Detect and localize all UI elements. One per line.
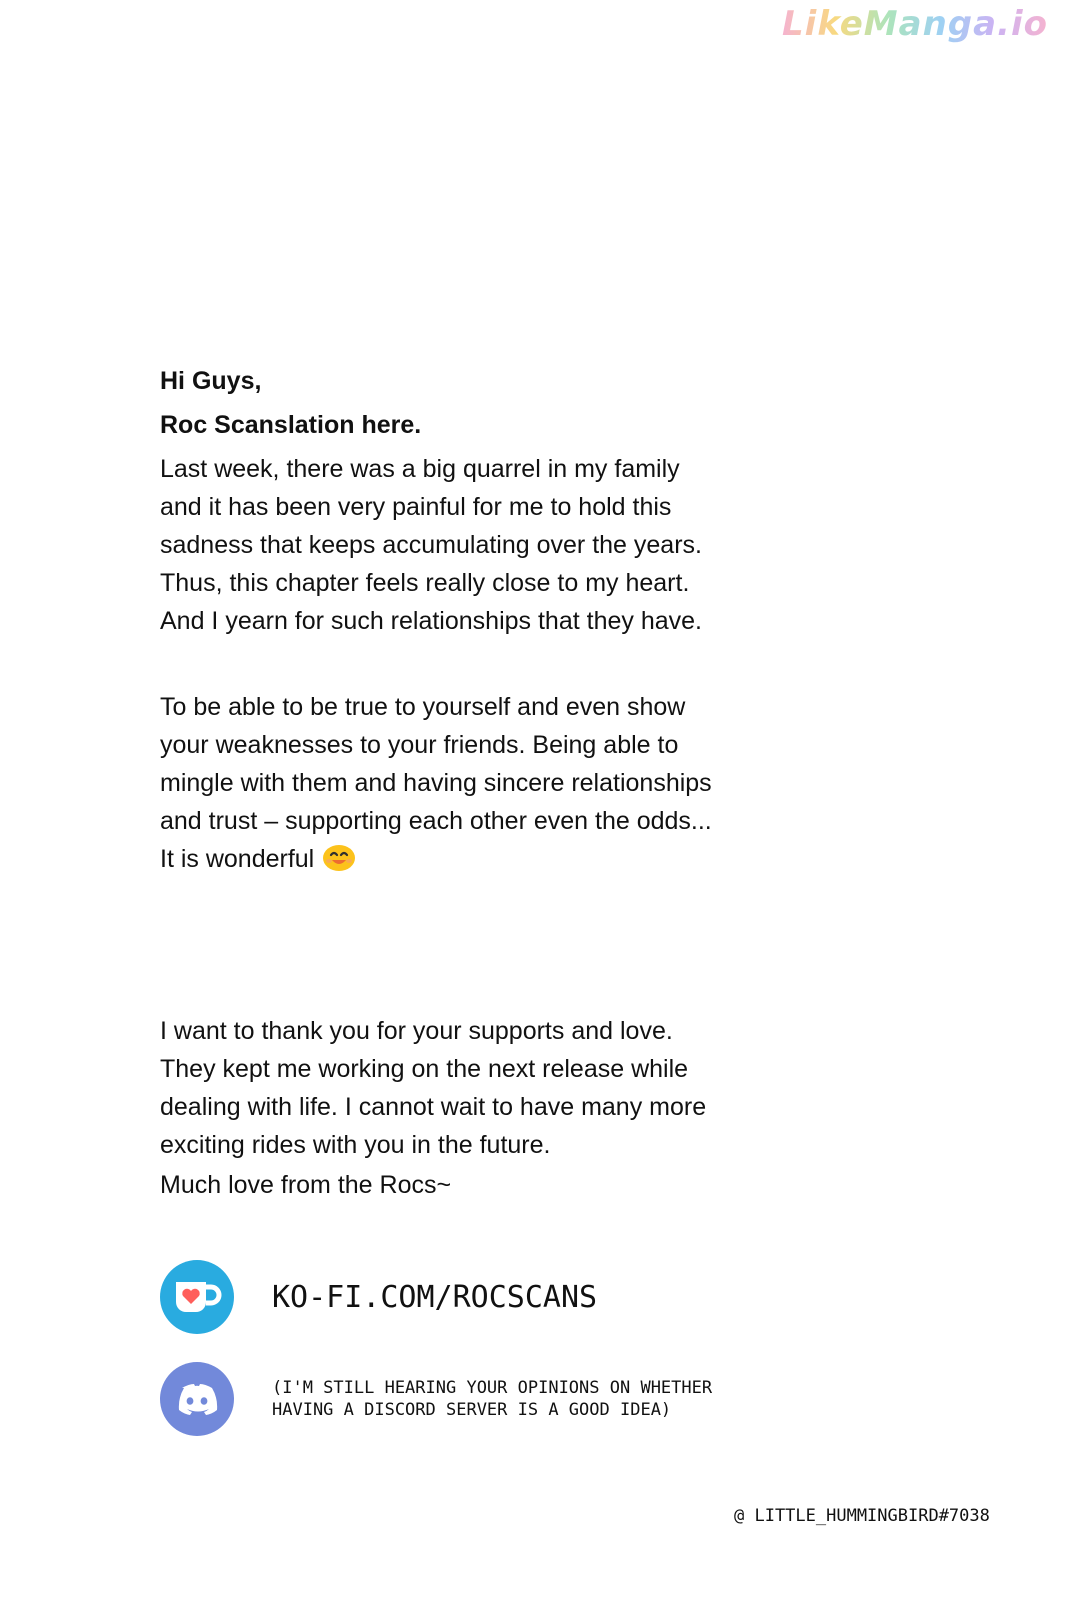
paragraph-line: dealing with life. I cannot wait to have many more [160, 1093, 707, 1121]
paragraph-line: and it has been very painful for me to hold this [160, 493, 672, 521]
kofi-link-row[interactable] [160, 1260, 597, 1334]
paragraph-line: I want to thank you for your supports and love. [160, 1017, 673, 1045]
paragraph-line: They kept me working on the next release while [160, 1055, 689, 1083]
paragraph-line: mingle with them and having sincere relationships [160, 769, 712, 797]
paragraph-line: To be able to be true to yourself and even show [160, 693, 686, 721]
discord-logo-icon [160, 1362, 234, 1436]
kofi-cup-heart-icon[interactable] [160, 1260, 234, 1334]
letter-paragraph-1 [160, 450, 780, 640]
discord-note [272, 1377, 712, 1421]
letter-signoff: Much love from the Rocs~ [160, 1171, 452, 1199]
paragraph-line: exciting rides with you in the future. [160, 1131, 551, 1159]
discord-note-line: (I'M STILL HEARING YOUR OPINIONS ON WHETHER [272, 1378, 713, 1398]
kofi-url-text[interactable]: KO-FI.COM/ROCSCANS [272, 1279, 598, 1315]
letter-paragraph-2 [160, 688, 780, 878]
paragraph-line: Last week, there was a big quarrel in my family [160, 455, 680, 483]
smiling-face-emoji-icon [322, 842, 356, 872]
paragraph-line-with-emoji [160, 840, 780, 878]
paragraph-line: sadness that keeps accumulating over the years. [160, 531, 702, 559]
paragraph-line: Thus, this chapter feels really close to my heart. [160, 569, 690, 597]
paragraph-line: And I yearn for such relationships that they have. [160, 607, 702, 635]
paragraph-line: and trust – supporting each other even the odds... [160, 807, 712, 835]
letter-intro: Roc Scanslation here. [160, 411, 422, 439]
paragraph-line: your weaknesses to your friends. Being able to [160, 731, 679, 759]
paragraph-line: It is wonderful [160, 845, 315, 873]
letter-paragraph-3 [160, 1012, 780, 1164]
letter-greeting: Hi Guys, [160, 367, 262, 395]
discord-note-line: HAVING A DISCORD SERVER IS A GOOD IDEA) [272, 1400, 672, 1420]
site-watermark: LikeManga.io [782, 4, 1048, 44]
discord-row [160, 1362, 712, 1436]
artist-credit: @ LITTLE_HUMMINGBIRD#7038 [734, 1506, 990, 1526]
